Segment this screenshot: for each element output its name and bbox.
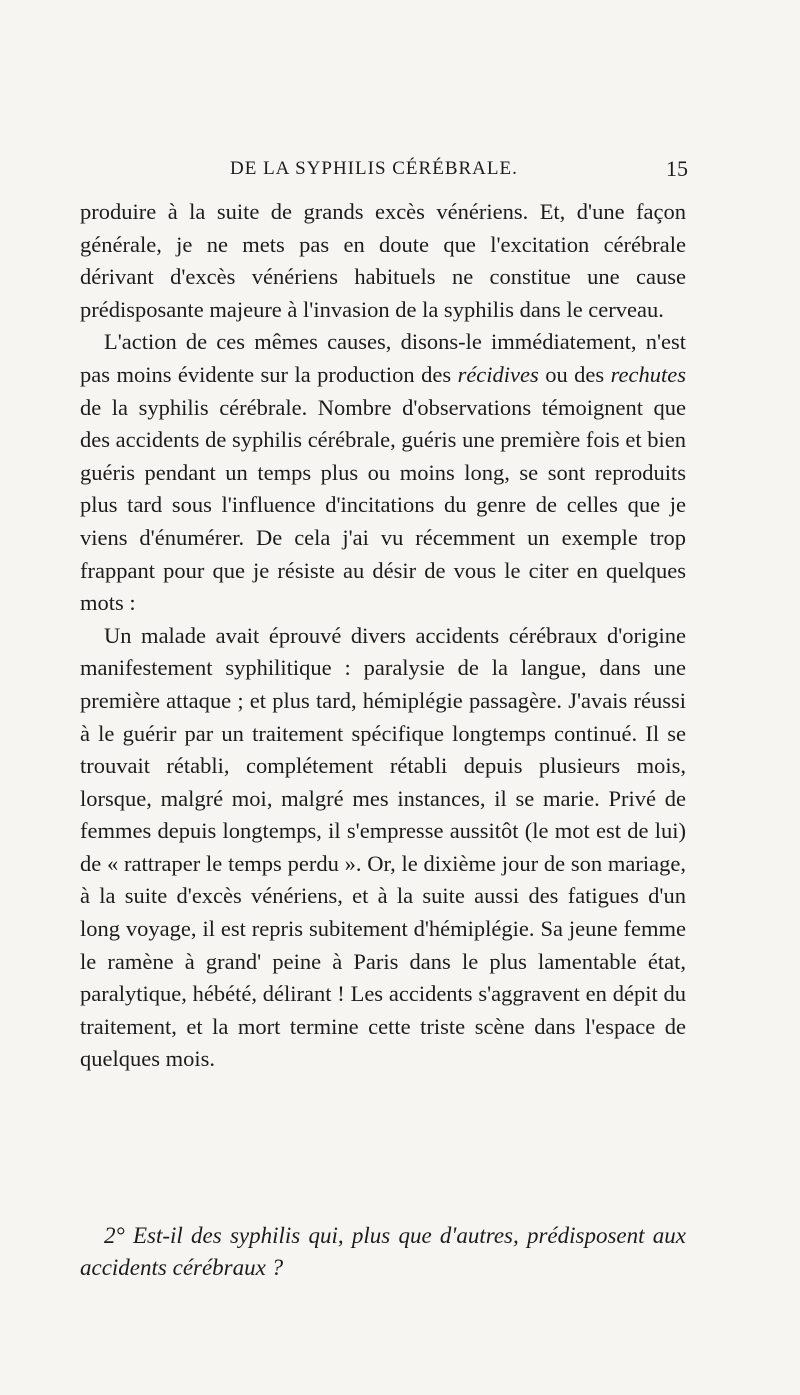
paragraph-3: Un malade avait éprouvé divers accidents cérébraux d'origine manifestement syphilitique : paralysie de la langue, dans une première attaque ; et plus tard, hémiplégie passagère. J'avais réussi à le guérir par un traitement spécifique longtemps continué. Il se trouvait rétabli, complétement rétabli depuis plusieurs mois, lorsque, malgré moi, malgré mes instances, il se marie. Privé de femmes depuis longtemps, il s'empresse aussitôt (le mot est de lui) de « rattraper le temps perdu ». Or, le dixième jour de son mariage, à la suite d'excès vénériens, et à la suite aussi des fatigues d'un long voyage, il est repris subitement d'hémiplégie. Sa jeune femme le ramène à grand' peine à Paris dans le plus lamentable état, paralytique, hébété, délirant ! Les accidents s'aggravent en dépit du traitement, et la mort termine cette triste scène dans l'espace de quelques mois. bbox=[80, 622, 686, 1072]
section-question: 2° Est-il des syphilis qui, plus que d'autres, prédisposent aux accidents cérébraux ? bbox=[80, 1223, 686, 1280]
paragraph-2-part-a: L'action de ces mêmes causes, disons-le immédiatement, n'est pas moins évidente sur la production des bbox=[80, 329, 686, 387]
emphasis-rechutes: rechutes bbox=[610, 361, 687, 387]
running-title: DE LA SYPHILIS CÉRÉBRALE. bbox=[230, 158, 518, 179]
page-number: 15 bbox=[666, 156, 688, 181]
page-header bbox=[80, 158, 688, 188]
emphasis-recidives: récidives bbox=[457, 361, 539, 387]
paragraph-1: produire à la suite de grands excès vénériens. Et, d'une façon générale, je ne mets pas en doute que l'excitation cérébrale dérivant d'excès vénériens habituels ne constitue une cause prédisposante majeure à l'invasion de la syphilis dans le cerveau. bbox=[80, 199, 686, 322]
paragraph-2 bbox=[80, 326, 686, 619]
paragraph-2-part-b: ou des bbox=[545, 361, 605, 387]
paragraph-2-part-c: de la syphilis cérébrale. Nombre d'observations témoignent que des accidents de syphilis cérébrale, guéris une première fois et bien guéris pendant un temps plus ou moins long, se sont reproduits plus tard sous l'influence d'incitations du genre de celles que je viens d'énumérer. De cela j'ai vu récemment un exemple trop frappant pour que je résiste au désir de vous le citer en quelques mots : bbox=[80, 394, 686, 616]
body-text bbox=[80, 196, 686, 1076]
